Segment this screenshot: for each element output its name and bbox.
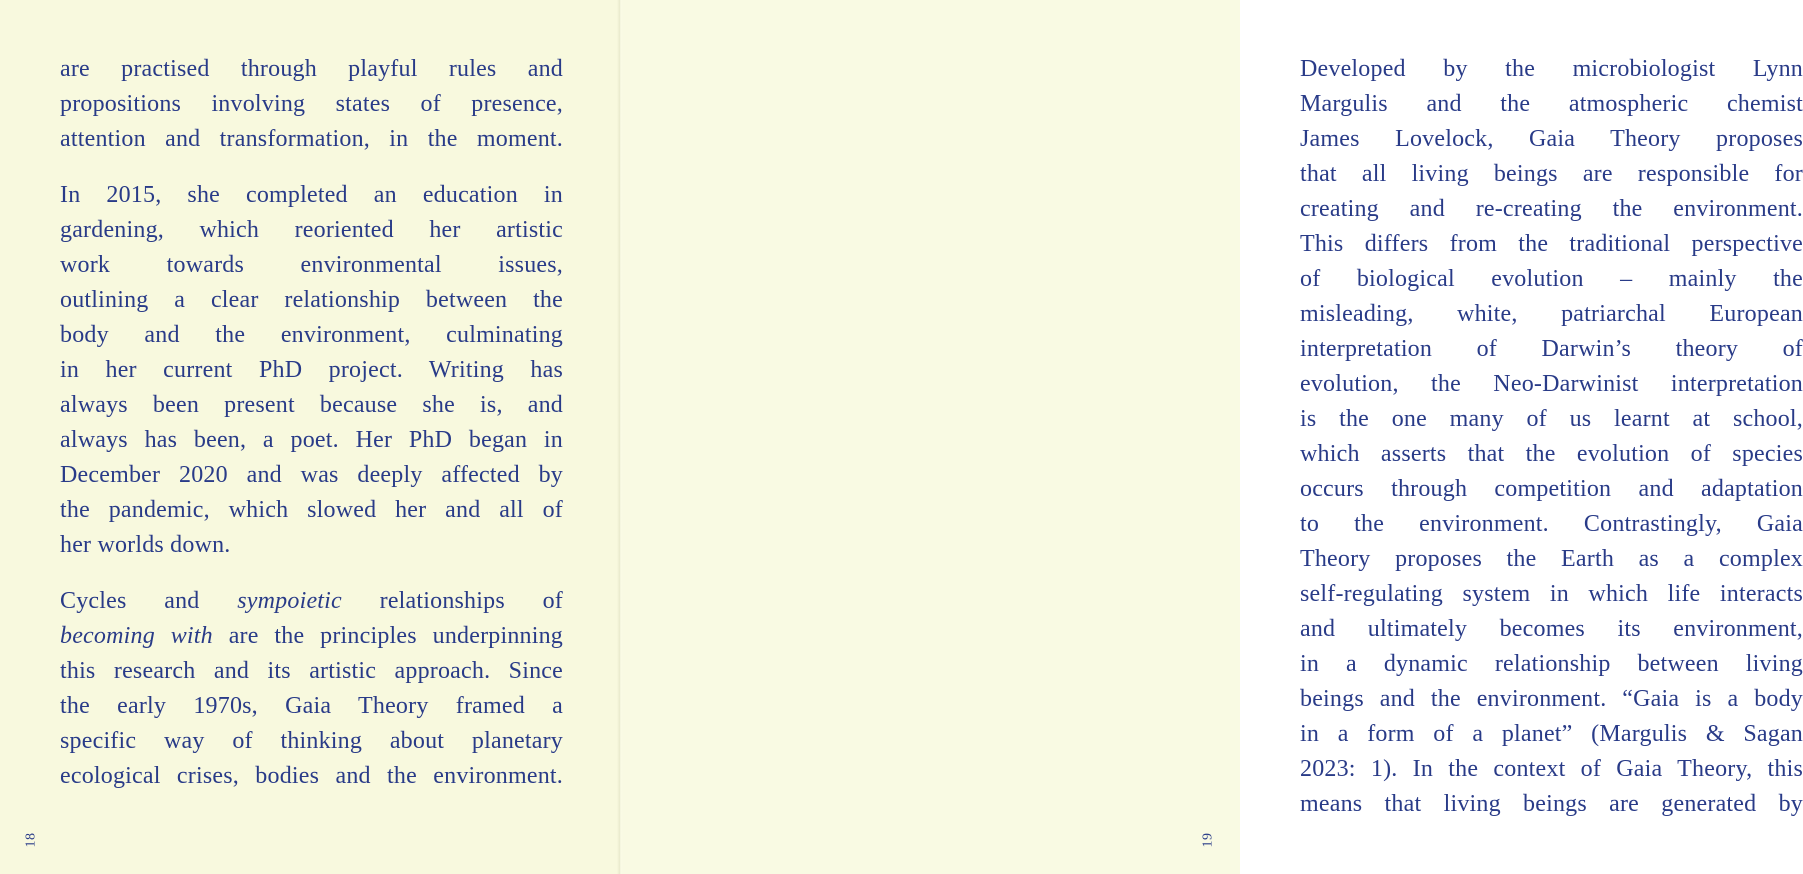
paragraph: [60, 178, 563, 563]
text-line: are practised through playful rules and: [60, 56, 563, 82]
text-line: that all living beings are responsible for: [1300, 161, 1803, 187]
text-line: in a form of a planet” (Margulis & Sagan: [1300, 721, 1803, 747]
text-line: means that living beings are generated by: [1300, 791, 1803, 817]
text-line: her worlds down.: [60, 532, 231, 558]
text-line: 2023: 1). In the context of Gaia Theory, this: [1300, 756, 1803, 782]
text-line: the pandemic, which slowed her and all of: [60, 497, 563, 523]
text-line: Margulis and the atmospheric chemist: [1300, 91, 1803, 117]
text-line: beings and the environment. “Gaia is a body: [1300, 686, 1803, 712]
page-number-right: 19: [1200, 832, 1216, 848]
text-line: outlining a clear relationship between the: [60, 287, 563, 313]
page-left: [0, 0, 620, 874]
text-line: occurs through competition and adaptation: [1300, 476, 1803, 502]
text-line: in a dynamic relationship between living: [1300, 651, 1803, 677]
text-line: body and the environment, culminating: [60, 322, 563, 348]
text-line: specific way of thinking about planetary: [60, 728, 563, 754]
text-line: in her current PhD project. Writing has: [60, 357, 563, 383]
text-line: self-regulating system in which life interacts: [1300, 581, 1803, 607]
text-line: creating and re-creating the environment.: [1300, 196, 1803, 222]
text-line: This differs from the traditional perspective: [1300, 231, 1803, 257]
text-line: which asserts that the evolution of species: [1300, 441, 1803, 467]
left-text-column: [60, 52, 563, 794]
page-right: [620, 0, 1803, 874]
text-line: evolution, the Neo-Darwinist interpretation: [1300, 371, 1803, 397]
text-line: ecological crises, bodies and the environment.: [60, 763, 563, 789]
paragraph: [60, 52, 563, 157]
text-line: In 2015, she completed an education in: [60, 182, 563, 208]
text-line: Developed by the microbiologist Lynn: [1300, 56, 1803, 82]
text-line: is the one many of us learnt at school,: [1300, 406, 1803, 432]
text-line: always has been, a poet. Her PhD began in: [60, 427, 563, 453]
text-line: to the environment. Contrastingly, Gaia: [1300, 511, 1803, 537]
text-line: interpretation of Darwin’s theory of: [1300, 336, 1803, 362]
paragraph: [1300, 52, 1803, 822]
text-line: gardening, which reoriented her artistic: [60, 217, 563, 243]
text-line: always been present because she is, and: [60, 392, 563, 418]
text-line: this research and its artistic approach. Since: [60, 658, 563, 684]
text-line: Cycles and sympoietic relationships of: [60, 588, 563, 614]
text-line: work towards environmental issues,: [60, 252, 563, 278]
text-line: misleading, white, patriarchal European: [1300, 301, 1803, 327]
page-number-left: 18: [23, 832, 39, 848]
text-line: December 2020 and was deeply affected by: [60, 462, 563, 488]
text-line: and ultimately becomes its environment,: [1300, 616, 1803, 642]
text-line: propositions involving states of presence,: [60, 91, 563, 117]
text-line: becoming with are the principles underpinning: [60, 623, 564, 649]
right-text-column: [1300, 52, 1803, 822]
text-line: the early 1970s, Gaia Theory framed a: [60, 693, 563, 719]
text-line: of biological evolution – mainly the: [1300, 266, 1803, 292]
text-line: attention and transformation, in the moment.: [60, 126, 563, 152]
paragraph: [60, 584, 563, 794]
text-line: James Lovelock, Gaia Theory proposes: [1300, 126, 1803, 152]
text-line: Theory proposes the Earth as a complex: [1300, 546, 1803, 572]
